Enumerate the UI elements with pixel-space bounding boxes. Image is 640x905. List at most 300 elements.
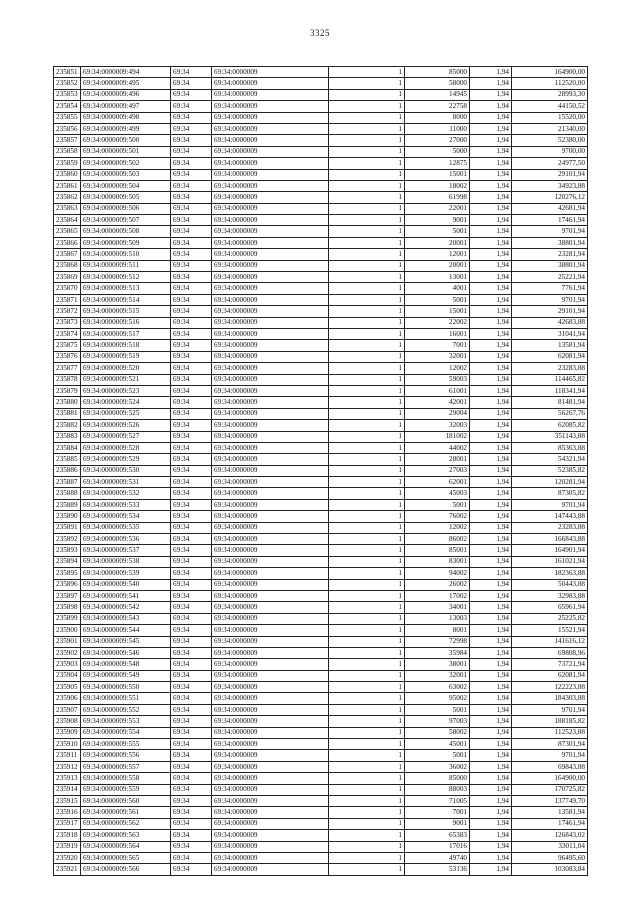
cell-count: 1 xyxy=(329,203,405,214)
cell-region-code: 69:34 xyxy=(171,647,212,658)
cell-value: 137749,70 xyxy=(512,796,588,807)
cell-cadastral-number: 69:34:0000009:536 xyxy=(81,534,171,545)
cell-cadastral-number: 69:34:0000009:562 xyxy=(81,818,171,829)
cell-row-number: 235869 xyxy=(54,272,81,283)
cell-cadastral-number: 69:34:0000009:520 xyxy=(81,363,171,374)
cell-region-code: 69:34 xyxy=(171,636,212,647)
cell-block-number: 69:34:0000009 xyxy=(212,237,329,248)
cell-count: 1 xyxy=(329,830,405,841)
cell-area: 12002 xyxy=(405,522,470,533)
cell-region-code: 69:34 xyxy=(171,397,212,408)
cell-cadastral-number: 69:34:0000009:511 xyxy=(81,260,171,271)
table-row xyxy=(54,522,588,533)
cell-area: 15001 xyxy=(405,169,470,180)
cell-region-code: 69:34 xyxy=(171,499,212,510)
cell-rate: 1,94 xyxy=(470,534,512,545)
cell-block-number: 69:34:0000009 xyxy=(212,363,329,374)
table-row xyxy=(54,317,588,328)
cell-block-number: 69:34:0000009 xyxy=(212,727,329,738)
cell-block-number: 69:34:0000009 xyxy=(212,852,329,863)
table-row xyxy=(54,613,588,624)
cell-region-code: 69:34 xyxy=(171,807,212,818)
cell-area: 59003 xyxy=(405,374,470,385)
table-row xyxy=(54,363,588,374)
table-row xyxy=(54,682,588,693)
table-row xyxy=(54,477,588,488)
cell-value: 112523,88 xyxy=(512,727,588,738)
table-row xyxy=(54,647,588,658)
cell-value: 351143,88 xyxy=(512,431,588,442)
cell-count: 1 xyxy=(329,807,405,818)
cell-count: 1 xyxy=(329,796,405,807)
cell-area: 26002 xyxy=(405,579,470,590)
cell-count: 1 xyxy=(329,773,405,784)
cell-area: 58002 xyxy=(405,727,470,738)
cell-row-number: 235891 xyxy=(54,522,81,533)
table-row xyxy=(54,602,588,613)
cell-rate: 1,94 xyxy=(470,363,512,374)
cell-cadastral-number: 69:34:0000009:504 xyxy=(81,180,171,191)
cell-count: 1 xyxy=(329,237,405,248)
cell-row-number: 235856 xyxy=(54,123,81,134)
cell-count: 1 xyxy=(329,499,405,510)
table-row xyxy=(54,78,588,89)
cell-row-number: 235911 xyxy=(54,750,81,761)
table-row xyxy=(54,123,588,134)
cell-row-number: 235868 xyxy=(54,260,81,271)
cell-count: 1 xyxy=(329,704,405,715)
cell-rate: 1,94 xyxy=(470,670,512,681)
cell-value: 161021,94 xyxy=(512,556,588,567)
cell-count: 1 xyxy=(329,192,405,203)
table-row xyxy=(54,852,588,863)
cell-block-number: 69:34:0000009 xyxy=(212,328,329,339)
cell-region-code: 69:34 xyxy=(171,488,212,499)
cell-cadastral-number: 69:34:0000009:566 xyxy=(81,864,171,875)
cell-region-code: 69:34 xyxy=(171,670,212,681)
cell-count: 1 xyxy=(329,613,405,624)
table-row xyxy=(54,112,588,123)
cell-value: 112520,00 xyxy=(512,78,588,89)
cell-area: 88003 xyxy=(405,784,470,795)
cell-area: 12002 xyxy=(405,363,470,374)
cell-row-number: 235882 xyxy=(54,420,81,431)
cell-row-number: 235906 xyxy=(54,693,81,704)
cell-area: 34001 xyxy=(405,602,470,613)
cell-area: 12875 xyxy=(405,158,470,169)
cell-value: 17461,94 xyxy=(512,215,588,226)
cell-row-number: 235890 xyxy=(54,511,81,522)
cell-area: 61998 xyxy=(405,192,470,203)
cell-count: 1 xyxy=(329,590,405,601)
cell-value: 81481,94 xyxy=(512,397,588,408)
table-row xyxy=(54,727,588,738)
cell-area: 36002 xyxy=(405,761,470,772)
cell-cadastral-number: 69:34:0000009:548 xyxy=(81,659,171,670)
cell-area: 28001 xyxy=(405,454,470,465)
cell-area: 63002 xyxy=(405,682,470,693)
cell-region-code: 69:34 xyxy=(171,67,212,78)
cell-row-number: 235884 xyxy=(54,442,81,453)
cell-region-code: 69:34 xyxy=(171,101,212,112)
cell-block-number: 69:34:0000009 xyxy=(212,431,329,442)
cell-cadastral-number: 69:34:0000009:509 xyxy=(81,237,171,248)
cell-rate: 1,94 xyxy=(470,397,512,408)
cell-region-code: 69:34 xyxy=(171,123,212,134)
cell-rate: 1,94 xyxy=(470,78,512,89)
table-row xyxy=(54,625,588,636)
cell-cadastral-number: 69:34:0000009:541 xyxy=(81,590,171,601)
cell-value: 87301,94 xyxy=(512,739,588,750)
cell-block-number: 69:34:0000009 xyxy=(212,773,329,784)
cell-value: 103083,84 xyxy=(512,864,588,875)
table-row xyxy=(54,704,588,715)
cell-rate: 1,94 xyxy=(470,385,512,396)
cell-value: 65961,94 xyxy=(512,602,588,613)
cell-cadastral-number: 69:34:0000009:543 xyxy=(81,613,171,624)
cell-count: 1 xyxy=(329,602,405,613)
cell-row-number: 235874 xyxy=(54,328,81,339)
cell-block-number: 69:34:0000009 xyxy=(212,226,329,237)
cell-region-code: 69:34 xyxy=(171,146,212,157)
cell-block-number: 69:34:0000009 xyxy=(212,761,329,772)
cell-value: 23281,94 xyxy=(512,249,588,260)
cell-value: 62081,94 xyxy=(512,351,588,362)
cell-area: 32003 xyxy=(405,420,470,431)
cell-region-code: 69:34 xyxy=(171,135,212,146)
cell-rate: 1,94 xyxy=(470,112,512,123)
cell-block-number: 69:34:0000009 xyxy=(212,374,329,385)
parcel-register-table xyxy=(53,66,588,876)
cell-block-number: 69:34:0000009 xyxy=(212,272,329,283)
cell-cadastral-number: 69:34:0000009:539 xyxy=(81,568,171,579)
cell-block-number: 69:34:0000009 xyxy=(212,260,329,271)
cell-value: 126843,02 xyxy=(512,830,588,841)
cell-row-number: 235872 xyxy=(54,306,81,317)
cell-row-number: 235918 xyxy=(54,830,81,841)
cell-block-number: 69:34:0000009 xyxy=(212,647,329,658)
cell-row-number: 235888 xyxy=(54,488,81,499)
cell-cadastral-number: 69:34:0000009:537 xyxy=(81,545,171,556)
table-row xyxy=(54,203,588,214)
cell-region-code: 69:34 xyxy=(171,385,212,396)
cell-count: 1 xyxy=(329,374,405,385)
table-row xyxy=(54,158,588,169)
cell-value: 28993,30 xyxy=(512,89,588,100)
cell-rate: 1,94 xyxy=(470,488,512,499)
cell-cadastral-number: 69:34:0000009:508 xyxy=(81,226,171,237)
cell-block-number: 69:34:0000009 xyxy=(212,670,329,681)
cell-area: 94002 xyxy=(405,568,470,579)
cell-block-number: 69:34:0000009 xyxy=(212,420,329,431)
cell-region-code: 69:34 xyxy=(171,180,212,191)
cell-rate: 1,94 xyxy=(470,408,512,419)
cell-count: 1 xyxy=(329,465,405,476)
cell-region-code: 69:34 xyxy=(171,750,212,761)
cell-cadastral-number: 69:34:0000009:564 xyxy=(81,841,171,852)
cell-row-number: 235877 xyxy=(54,363,81,374)
table-row xyxy=(54,215,588,226)
cell-block-number: 69:34:0000009 xyxy=(212,135,329,146)
cell-area: 38001 xyxy=(405,659,470,670)
table-row xyxy=(54,294,588,305)
cell-count: 1 xyxy=(329,647,405,658)
cell-region-code: 69:34 xyxy=(171,739,212,750)
cell-cadastral-number: 69:34:0000009:534 xyxy=(81,511,171,522)
cell-cadastral-number: 69:34:0000009:496 xyxy=(81,89,171,100)
cell-region-code: 69:34 xyxy=(171,408,212,419)
cell-row-number: 235893 xyxy=(54,545,81,556)
cell-block-number: 69:34:0000009 xyxy=(212,67,329,78)
cell-region-code: 69:34 xyxy=(171,237,212,248)
cell-rate: 1,94 xyxy=(470,522,512,533)
cell-count: 1 xyxy=(329,272,405,283)
cell-region-code: 69:34 xyxy=(171,431,212,442)
table-row xyxy=(54,568,588,579)
cell-row-number: 235855 xyxy=(54,112,81,123)
cell-row-number: 235905 xyxy=(54,682,81,693)
cell-rate: 1,94 xyxy=(470,215,512,226)
cell-row-number: 235870 xyxy=(54,283,81,294)
cell-row-number: 235894 xyxy=(54,556,81,567)
cell-row-number: 235901 xyxy=(54,636,81,647)
cell-region-code: 69:34 xyxy=(171,659,212,670)
cell-cadastral-number: 69:34:0000009:542 xyxy=(81,602,171,613)
cell-block-number: 69:34:0000009 xyxy=(212,465,329,476)
cell-rate: 1,94 xyxy=(470,328,512,339)
cell-rate: 1,94 xyxy=(470,636,512,647)
cell-row-number: 235878 xyxy=(54,374,81,385)
cell-area: 32001 xyxy=(405,670,470,681)
cell-cadastral-number: 69:34:0000009:556 xyxy=(81,750,171,761)
cell-region-code: 69:34 xyxy=(171,522,212,533)
cell-rate: 1,94 xyxy=(470,739,512,750)
cell-block-number: 69:34:0000009 xyxy=(212,613,329,624)
cell-count: 1 xyxy=(329,522,405,533)
cell-rate: 1,94 xyxy=(470,294,512,305)
cell-area: 61001 xyxy=(405,385,470,396)
cell-area: 27000 xyxy=(405,135,470,146)
cell-region-code: 69:34 xyxy=(171,420,212,431)
cell-region-code: 69:34 xyxy=(171,215,212,226)
cell-rate: 1,94 xyxy=(470,773,512,784)
cell-cadastral-number: 69:34:0000009:495 xyxy=(81,78,171,89)
table-row xyxy=(54,454,588,465)
cell-cadastral-number: 69:34:0000009:502 xyxy=(81,158,171,169)
table-row xyxy=(54,431,588,442)
cell-count: 1 xyxy=(329,146,405,157)
cell-count: 1 xyxy=(329,397,405,408)
cell-value: 31041,94 xyxy=(512,328,588,339)
cell-region-code: 69:34 xyxy=(171,830,212,841)
cell-row-number: 235857 xyxy=(54,135,81,146)
cell-cadastral-number: 69:34:0000009:515 xyxy=(81,306,171,317)
cell-region-code: 69:34 xyxy=(171,363,212,374)
cell-block-number: 69:34:0000009 xyxy=(212,488,329,499)
cell-region-code: 69:34 xyxy=(171,579,212,590)
cell-value: 166843,88 xyxy=(512,534,588,545)
cell-count: 1 xyxy=(329,864,405,875)
cell-block-number: 69:34:0000009 xyxy=(212,397,329,408)
cell-cadastral-number: 69:34:0000009:560 xyxy=(81,796,171,807)
cell-row-number: 235861 xyxy=(54,180,81,191)
cell-cadastral-number: 69:34:0000009:531 xyxy=(81,477,171,488)
cell-count: 1 xyxy=(329,693,405,704)
cell-area: 20001 xyxy=(405,237,470,248)
table-row xyxy=(54,283,588,294)
table-row xyxy=(54,579,588,590)
cell-rate: 1,94 xyxy=(470,852,512,863)
cell-cadastral-number: 69:34:0000009:507 xyxy=(81,215,171,226)
cell-rate: 1,94 xyxy=(470,431,512,442)
cell-block-number: 69:34:0000009 xyxy=(212,408,329,419)
cell-block-number: 69:34:0000009 xyxy=(212,682,329,693)
cell-block-number: 69:34:0000009 xyxy=(212,704,329,715)
cell-value: 56267,76 xyxy=(512,408,588,419)
cell-block-number: 69:34:0000009 xyxy=(212,841,329,852)
cell-cadastral-number: 69:34:0000009:557 xyxy=(81,761,171,772)
cell-rate: 1,94 xyxy=(470,340,512,351)
cell-value: 23283,88 xyxy=(512,522,588,533)
cell-count: 1 xyxy=(329,294,405,305)
cell-count: 1 xyxy=(329,488,405,499)
cell-count: 1 xyxy=(329,112,405,123)
cell-block-number: 69:34:0000009 xyxy=(212,454,329,465)
cell-area: 14945 xyxy=(405,89,470,100)
cell-count: 1 xyxy=(329,659,405,670)
cell-region-code: 69:34 xyxy=(171,568,212,579)
cell-rate: 1,94 xyxy=(470,135,512,146)
table-row xyxy=(54,488,588,499)
cell-cadastral-number: 69:34:0000009:505 xyxy=(81,192,171,203)
cell-row-number: 235852 xyxy=(54,78,81,89)
cell-area: 22002 xyxy=(405,317,470,328)
cell-region-code: 69:34 xyxy=(171,112,212,123)
cell-value: 9701,94 xyxy=(512,294,588,305)
cell-region-code: 69:34 xyxy=(171,272,212,283)
cell-block-number: 69:34:0000009 xyxy=(212,796,329,807)
cell-area: 76002 xyxy=(405,511,470,522)
cell-count: 1 xyxy=(329,818,405,829)
cell-row-number: 235895 xyxy=(54,568,81,579)
cell-value: 54321,94 xyxy=(512,454,588,465)
cell-rate: 1,94 xyxy=(470,590,512,601)
table-row xyxy=(54,693,588,704)
cell-row-number: 235908 xyxy=(54,716,81,727)
table-row xyxy=(54,397,588,408)
cell-rate: 1,94 xyxy=(470,89,512,100)
cell-row-number: 235904 xyxy=(54,670,81,681)
cell-region-code: 69:34 xyxy=(171,78,212,89)
table-row xyxy=(54,351,588,362)
cell-area: 35984 xyxy=(405,647,470,658)
cell-cadastral-number: 69:34:0000009:512 xyxy=(81,272,171,283)
cell-count: 1 xyxy=(329,442,405,453)
cell-cadastral-number: 69:34:0000009:500 xyxy=(81,135,171,146)
cell-block-number: 69:34:0000009 xyxy=(212,864,329,875)
cell-region-code: 69:34 xyxy=(171,306,212,317)
cell-cadastral-number: 69:34:0000009:546 xyxy=(81,647,171,658)
cell-block-number: 69:34:0000009 xyxy=(212,590,329,601)
table-row xyxy=(54,374,588,385)
cell-rate: 1,94 xyxy=(470,818,512,829)
table-row xyxy=(54,739,588,750)
table-row xyxy=(54,340,588,351)
cell-row-number: 235921 xyxy=(54,864,81,875)
cell-rate: 1,94 xyxy=(470,704,512,715)
cell-region-code: 69:34 xyxy=(171,374,212,385)
cell-area: 9001 xyxy=(405,215,470,226)
cell-value: 44150,52 xyxy=(512,101,588,112)
cell-rate: 1,94 xyxy=(470,830,512,841)
cell-row-number: 235919 xyxy=(54,841,81,852)
table-row xyxy=(54,773,588,784)
cell-area: 4001 xyxy=(405,283,470,294)
cell-region-code: 69:34 xyxy=(171,693,212,704)
cell-region-code: 69:34 xyxy=(171,761,212,772)
cell-row-number: 235896 xyxy=(54,579,81,590)
cell-rate: 1,94 xyxy=(470,146,512,157)
cell-row-number: 235876 xyxy=(54,351,81,362)
cell-block-number: 69:34:0000009 xyxy=(212,636,329,647)
cell-rate: 1,94 xyxy=(470,192,512,203)
cell-value: 85363,88 xyxy=(512,442,588,453)
cell-cadastral-number: 69:34:0000009:501 xyxy=(81,146,171,157)
cell-rate: 1,94 xyxy=(470,613,512,624)
cell-region-code: 69:34 xyxy=(171,613,212,624)
cell-region-code: 69:34 xyxy=(171,796,212,807)
cell-region-code: 69:34 xyxy=(171,590,212,601)
cell-region-code: 69:34 xyxy=(171,556,212,567)
cell-block-number: 69:34:0000009 xyxy=(212,340,329,351)
cell-value: 147443,88 xyxy=(512,511,588,522)
table-row xyxy=(54,442,588,453)
cell-cadastral-number: 69:34:0000009:499 xyxy=(81,123,171,134)
table-row xyxy=(54,192,588,203)
cell-value: 15521,94 xyxy=(512,625,588,636)
table-row xyxy=(54,420,588,431)
cell-value: 25225,82 xyxy=(512,613,588,624)
cell-rate: 1,94 xyxy=(470,602,512,613)
table-row xyxy=(54,249,588,260)
cell-rate: 1,94 xyxy=(470,237,512,248)
cell-cadastral-number: 69:34:0000009:527 xyxy=(81,431,171,442)
cell-count: 1 xyxy=(329,260,405,271)
table-row xyxy=(54,67,588,78)
cell-count: 1 xyxy=(329,568,405,579)
cell-row-number: 235920 xyxy=(54,852,81,863)
cell-region-code: 69:34 xyxy=(171,249,212,260)
cell-value: 122223,88 xyxy=(512,682,588,693)
cell-area: 5001 xyxy=(405,704,470,715)
cell-rate: 1,94 xyxy=(470,545,512,556)
cell-value: 42683,88 xyxy=(512,317,588,328)
table-row xyxy=(54,534,588,545)
cell-block-number: 69:34:0000009 xyxy=(212,522,329,533)
table-row xyxy=(54,306,588,317)
cell-value: 15520,00 xyxy=(512,112,588,123)
cell-value: 9701,94 xyxy=(512,226,588,237)
cell-region-code: 69:34 xyxy=(171,465,212,476)
cell-block-number: 69:34:0000009 xyxy=(212,568,329,579)
table-row xyxy=(54,328,588,339)
cell-area: 18002 xyxy=(405,180,470,191)
table-row xyxy=(54,272,588,283)
table-row xyxy=(54,818,588,829)
cell-block-number: 69:34:0000009 xyxy=(212,306,329,317)
cell-rate: 1,94 xyxy=(470,374,512,385)
table-row xyxy=(54,807,588,818)
